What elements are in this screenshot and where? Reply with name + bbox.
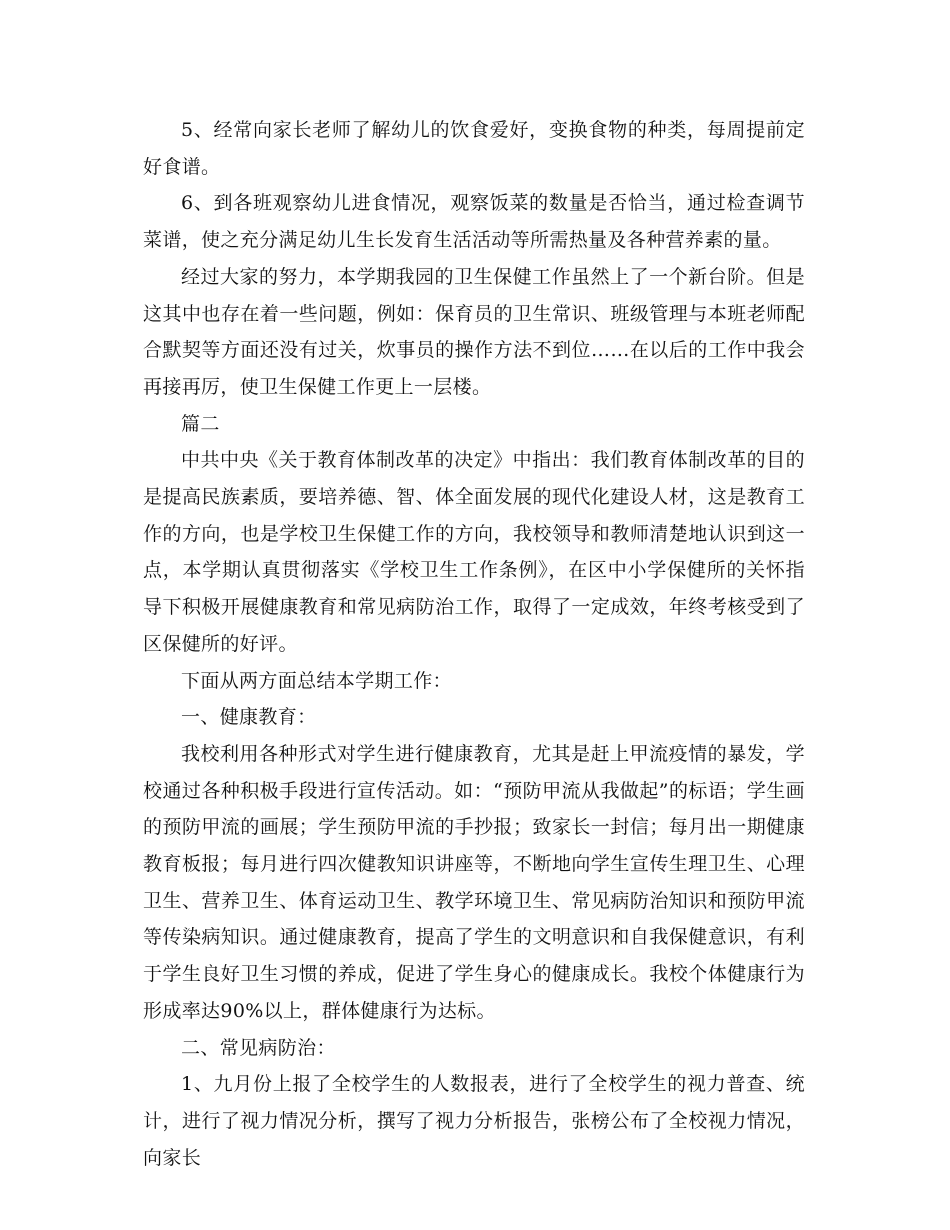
paragraph-education-reform: 中共中央《关于教育体制改革的决定》中指出：我们教育体制改革的目的是提高民族素质，要培养德、智、体全面发展的现代化建设人材，这是教育工作的方向，也是学校卫生保健工作的方向，我校领导和教师清楚地认识到这一点，本学期认真贯彻落实《学校卫生工作条例》，在区中小学保健所的关怀指导下积极开展健康教育和常见病防治工作，取得了一定成效，年终考核受到了区保健所的好评。	[143, 449, 805, 655]
paragraph-health-education: 我校利用各种形式对学生进行健康教育，尤其是赶上甲流疫情的暴发，学校通过各种积极手段进行宣传活动。如：“预防甲流从我做起”的标语；学生画的预防甲流的画展；学生预防甲流的手抄报；致家长一封信；每月出一期健康教育板报；每月进行四次健教知识讲座等，不断地向学生宣传生理卫生、心理卫生、营养卫生、体育运动卫生、教学环境卫生、常见病防治知识和预防甲流等传染病知识。通过健康教育，提高了学生的文明意识和自我保健意识，有利于学生良好卫生习惯的养成，促进了学生身心的健康成长。我校个体健康行为形成率达90%以上，群体健康行为达标。	[143, 742, 805, 1022]
paragraph-item-5-diet: 5、经常向家长老师了解幼儿的饮食爱好，变换食物的种类，每周提前定好食谱。	[143, 119, 805, 178]
document-body	[143, 112, 805, 1176]
section-heading-part-two: 篇二	[181, 412, 220, 435]
section-heading-health-education: 一、健康教育：	[181, 706, 317, 729]
section-heading-disease-prevention: 二、常见病防治：	[181, 1036, 336, 1059]
paragraph-summary-problems: 经过大家的努力，本学期我园的卫生保健工作虽然上了一个新台阶。但是这其中也存在着一些问题，例如：保育员的卫生常识、班级管理与本班老师配合默契等方面还没有过关，炊事员的操作方法不到位……在以后的工作中我会再接再厉，使卫生保健工作更上一层楼。	[143, 265, 805, 398]
paragraph-item-6-meal-check: 6、到各班观察幼儿进食情况，观察饭菜的数量是否恰当，通过检查调节菜谱，使之充分满足幼儿生长发育生活活动等所需热量及各种营养素的量。	[143, 192, 805, 252]
paragraph-overview: 下面从两方面总结本学期工作：	[181, 669, 452, 692]
paragraph-vision-survey: 1、九月份上报了全校学生的人数报表，进行了全校学生的视力普查、统计，进行了视力情况分析，撰写了视力分析报告，张榜公布了全校视力情况，向家长	[143, 1073, 805, 1169]
